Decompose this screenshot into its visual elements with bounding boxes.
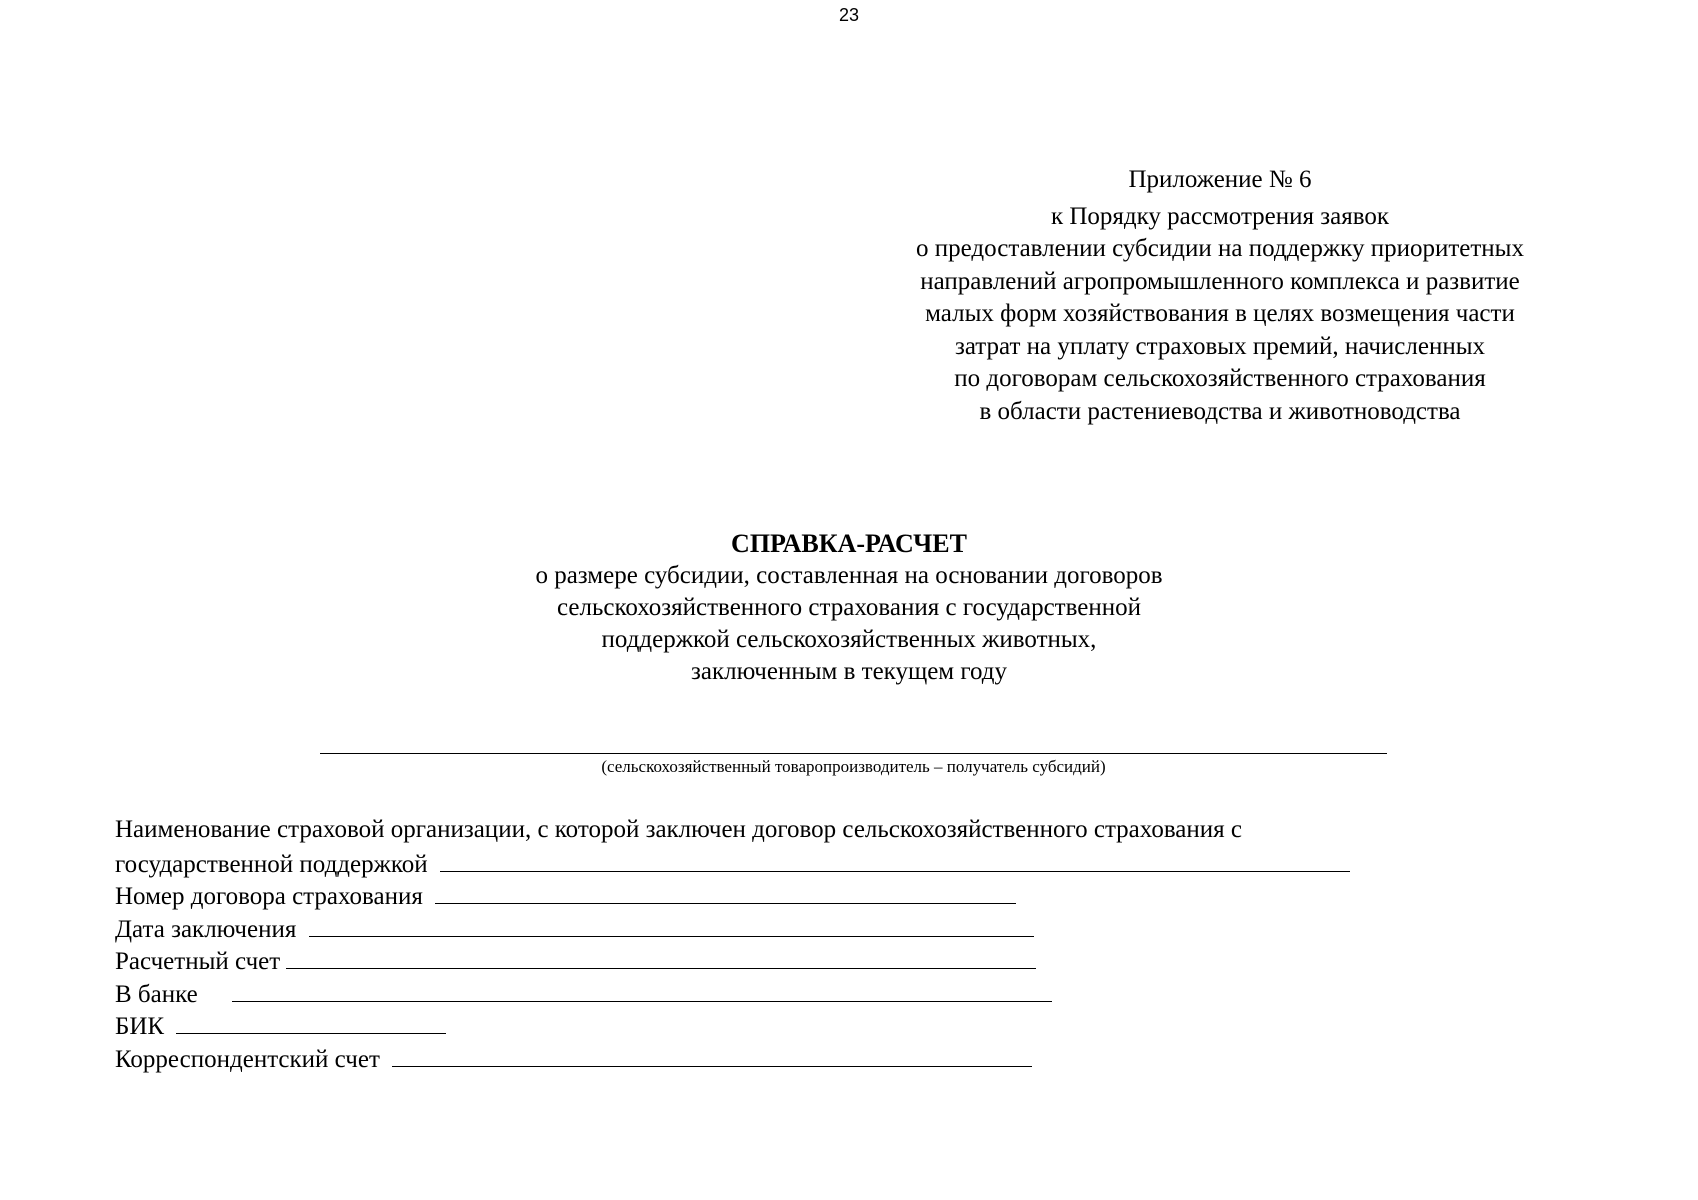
bank-row: [115, 977, 1595, 1010]
bank-label: В банке: [115, 980, 198, 1008]
contract-number-row: [115, 879, 1595, 912]
insurer-blank-line[interactable]: [440, 847, 1350, 872]
document-subtitle-line: заключенным в текущем году: [690, 658, 1008, 685]
bik-blank-line[interactable]: [176, 1009, 446, 1034]
appendix-line: по договорам сельскохозяйственного страхования: [954, 365, 1486, 392]
account-blank-line[interactable]: [286, 944, 1036, 969]
conclusion-date-row: [115, 912, 1595, 945]
appendix-line: затрат на уплату страховых премий, начисленных: [954, 332, 1486, 360]
appendix-block: [870, 164, 1570, 428]
requisites-form: [115, 814, 1595, 1074]
correspondent-account-row: [115, 1042, 1595, 1075]
conclusion-date-label: Дата заключения: [115, 915, 297, 943]
account-label: Расчетный счет: [115, 948, 281, 975]
bank-blank-line[interactable]: [232, 977, 1052, 1002]
insurer-row-2: [115, 847, 1595, 880]
document-title: СПРАВКА-РАСЧЕТ: [731, 529, 967, 558]
appendix-line: к Порядку рассмотрения заявок: [1050, 202, 1390, 230]
document-subtitle-line: сельскохозяйственного страхования с государственной: [556, 594, 1141, 621]
conclusion-date-blank-line[interactable]: [309, 912, 1034, 937]
account-row: [115, 944, 1595, 977]
contract-number-blank-line[interactable]: [435, 879, 1016, 904]
insurer-label: Наименование страховой организации, с которой заключен договор сельскохозяйственного страхования с: [115, 816, 1243, 843]
recipient-blank-line[interactable]: [320, 753, 1387, 754]
contract-number-label: Номер договора страхования: [115, 883, 423, 910]
document-subtitle-line: о размере субсидии, составленная на основании договоров: [535, 562, 1163, 589]
document-title-block: [0, 528, 1698, 688]
recipient-caption: (сельскохозяйственный товаропроизводитель – получатель субсидий): [601, 757, 1106, 776]
correspondent-account-label: Корреспондентский счет: [115, 1045, 380, 1073]
page-number: 23: [838, 5, 860, 25]
appendix-line: малых форм хозяйствования в целях возмещения части: [925, 300, 1515, 327]
appendix-line: в области растениеводства и животноводства: [979, 397, 1461, 425]
insurer-row-1: [115, 814, 1595, 847]
bik-label: БИК: [115, 1013, 165, 1040]
correspondent-account-blank-line[interactable]: [392, 1042, 1032, 1067]
appendix-line: о предоставлении субсидии на поддержку приоритетных: [916, 235, 1524, 262]
document-subtitle-line: поддержкой сельскохозяйственных животных,: [601, 626, 1097, 653]
appendix-line: направлений агропромышленного комплекса и развитие: [920, 267, 1520, 295]
bik-row: [115, 1009, 1595, 1042]
appendix-title: Приложение № 6: [1128, 166, 1312, 193]
insurer-label-continued: государственной поддержкой: [115, 850, 428, 878]
